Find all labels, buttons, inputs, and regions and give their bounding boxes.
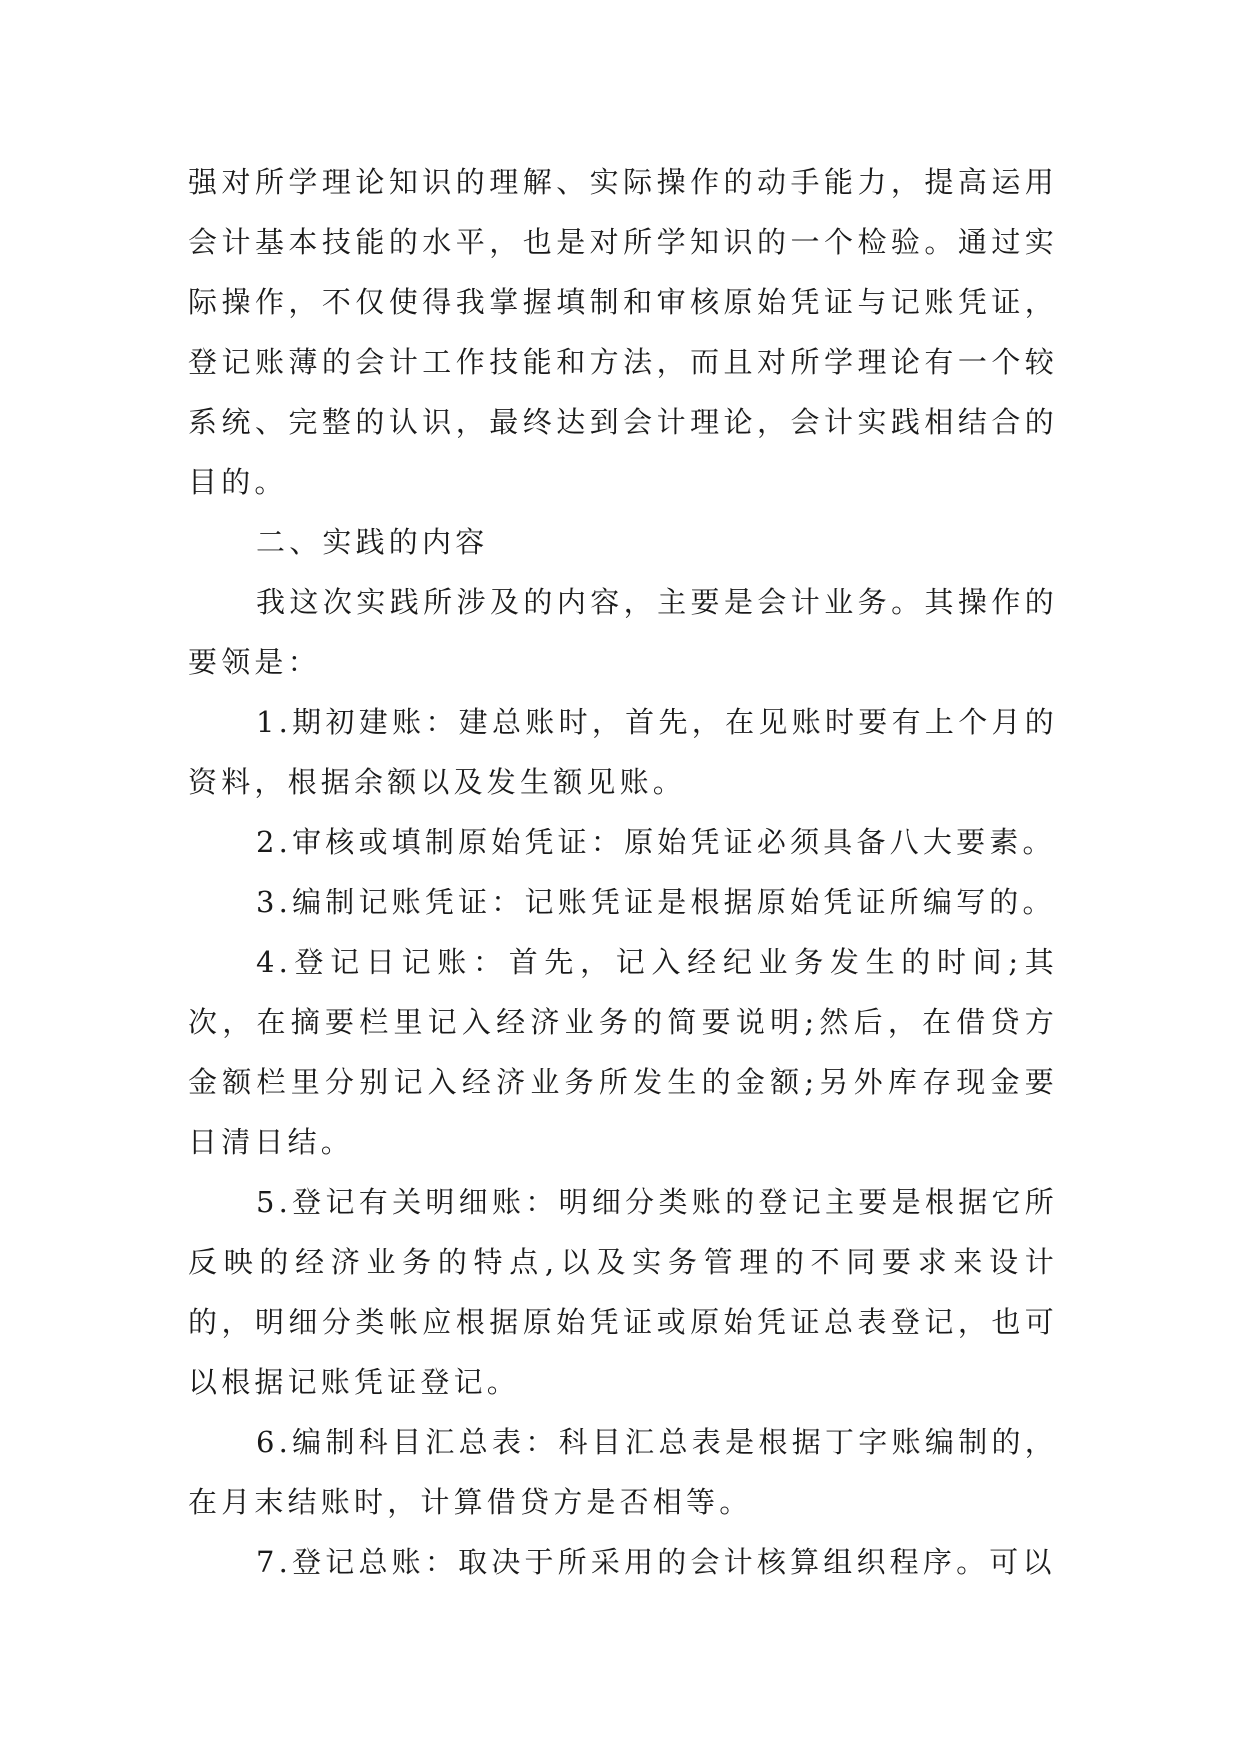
paragraph-continuation: 强对所学理论知识的理解、实际操作的动手能力，提高运用会计基本技能的水平，也是对所学知识的一个检验。通过实际操作，不仅使得我掌握填制和审核原始凭证与记账凭证，登记账薄的会计工作技能和方法，而且对所学理论有一个较系统、完整的认识，最终达到会计理论，会计实践相结合的目的。 [188, 165, 1058, 499]
list-item-6: 6.编制科目汇总表：科目汇总表是根据丁字账编制的，在月末结账时，计算借贷方是否相等。 [188, 1425, 1058, 1519]
document-body [188, 152, 1058, 1592]
list-item-4: 4.登记日记账：首先，记入经纪业务发生的时间;其次，在摘要栏里记入经济业务的简要说明;然后，在借贷方金额栏里分别记入经济业务所发生的金额;另外库存现金要日清日结。 [188, 945, 1058, 1159]
list-item-7: 7.登记总账：取决于所采用的会计核算组织程序。可以 [256, 1545, 1056, 1579]
section-heading-practice-content: 二、实践的内容 [256, 525, 489, 559]
list-item-2: 2.审核或填制原始凭证：原始凭证必须具备八大要素。 [256, 825, 1056, 859]
list-item-1: 1.期初建账：建总账时，首先，在见账时要有上个月的资料，根据余额以及发生额见账。 [188, 705, 1058, 799]
list-item-3: 3.编制记账凭证：记账凭证是根据原始凭证所编写的。 [256, 885, 1056, 919]
paragraph-intro: 我这次实践所涉及的内容，主要是会计业务。其操作的要领是： [188, 585, 1058, 679]
list-item-5: 5.登记有关明细账：明细分类账的登记主要是根据它所反映的经济业务的特点,以及实务管理的不同要求来设计的，明细分类帐应根据原始凭证或原始凭证总表登记，也可以根据记账凭证登记。 [188, 1185, 1058, 1399]
